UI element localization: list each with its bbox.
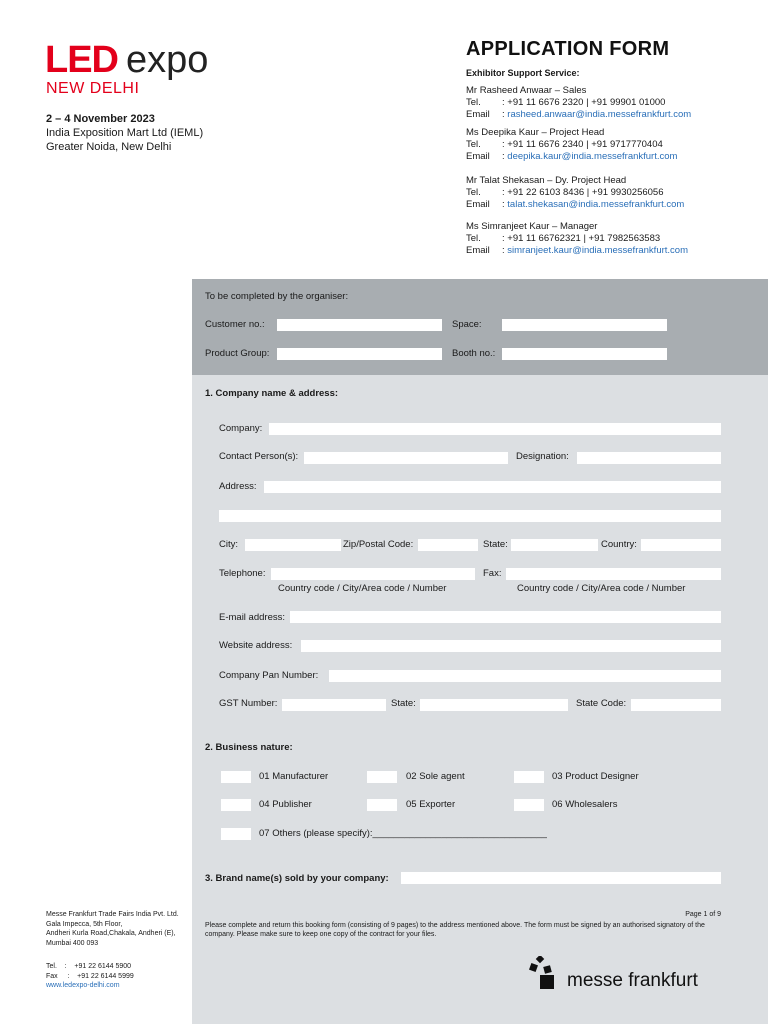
gst-state-label: State: bbox=[391, 698, 416, 709]
organiser-heading: To be completed by the organiser: bbox=[205, 291, 349, 302]
contact-name: Ms Simranjeet Kaur – Manager bbox=[466, 221, 598, 232]
state-code-label: State Code: bbox=[576, 698, 627, 709]
logo-led-text: LED bbox=[45, 39, 118, 81]
state-code-field[interactable] bbox=[631, 699, 721, 711]
space-field[interactable] bbox=[502, 319, 667, 331]
address-label: Address: bbox=[219, 481, 257, 492]
checkbox-exporter[interactable] bbox=[367, 799, 397, 811]
gst-field[interactable] bbox=[282, 699, 386, 711]
telephone-field[interactable] bbox=[271, 568, 475, 580]
footer-tel: Tel. : +91 22 6144 5900 bbox=[46, 963, 132, 970]
footer-contact bbox=[46, 962, 134, 991]
event-dates: 2 – 4 November 2023 bbox=[46, 113, 155, 125]
contact-tel: : +91 11 6676 2320 | +91 99901 01000 bbox=[502, 97, 666, 108]
tel-label: Tel. bbox=[466, 97, 481, 108]
footer-website-link[interactable]: www.ledexpo-delhi.com bbox=[46, 982, 120, 989]
checkbox-sole-agent[interactable] bbox=[367, 771, 397, 783]
contact-name: Mr Talat Shekasan – Dy. Project Head bbox=[466, 175, 627, 186]
contact-person-field[interactable] bbox=[304, 452, 508, 464]
support-title: Exhibitor Support Service: bbox=[466, 68, 580, 78]
contact-tel: : +91 22 6103 8436 | +91 9930256056 bbox=[502, 187, 664, 198]
city-label: City: bbox=[219, 539, 238, 550]
pan-label: Company Pan Number: bbox=[219, 670, 319, 681]
option-manufacturer: 01 Manufacturer bbox=[259, 771, 329, 782]
fax-field[interactable] bbox=[506, 568, 721, 580]
email-label: Email bbox=[466, 199, 490, 210]
option-others[interactable]: 07 Others (please specify):_________________________________ bbox=[259, 828, 547, 839]
city-field[interactable] bbox=[245, 539, 341, 551]
designation-label: Designation: bbox=[516, 451, 569, 462]
tel-label: Tel. bbox=[466, 233, 481, 244]
event-info bbox=[46, 112, 203, 154]
product-group-field[interactable] bbox=[277, 348, 442, 360]
company-field[interactable] bbox=[269, 423, 721, 435]
section2-heading: 2. Business nature: bbox=[205, 742, 293, 753]
country-field[interactable] bbox=[641, 539, 721, 551]
gst-label: GST Number: bbox=[219, 698, 278, 709]
option-wholesalers: 06 Wholesalers bbox=[552, 799, 618, 810]
fax-label: Fax: bbox=[483, 568, 502, 579]
checkbox-manufacturer[interactable] bbox=[221, 771, 251, 783]
checkbox-wholesalers[interactable] bbox=[514, 799, 544, 811]
telephone-format-hint: Country code / City/Area code / Number bbox=[278, 583, 447, 594]
contact-block: Ms Simranjeet Kaur – Manager Tel. : +91 11 66762321 | +91 7982563583 Email : simranjeet.kaur@india.messefrankfurt.com bbox=[466, 221, 688, 256]
booth-no-label: Booth no.: bbox=[452, 348, 496, 359]
country-label: Country: bbox=[601, 539, 637, 550]
section1-heading: 1. Company name & address: bbox=[205, 388, 339, 399]
zip-label: Zip/Postal Code: bbox=[343, 539, 414, 550]
page-number: Page 1 of 9 bbox=[685, 911, 721, 918]
section3-heading: 3. Brand name(s) sold by your company: bbox=[205, 873, 389, 884]
email-label: Email bbox=[466, 151, 490, 162]
option-exporter: 05 Exporter bbox=[406, 799, 456, 810]
led-expo-logo bbox=[45, 40, 208, 80]
contact-name: Mr Rasheed Anwaar – Sales bbox=[466, 85, 587, 96]
footer-address-line: Mumbai 400 093 bbox=[46, 939, 99, 947]
event-venue: India Exposition Mart Ltd (IEML) bbox=[46, 127, 204, 139]
contact-email-link[interactable]: deepika.kaur@india.messefrankfurt.com bbox=[507, 151, 678, 162]
contact-block: Mr Talat Shekasan – Dy. Project Head Tel. : +91 22 6103 8436 | +91 9930256056 Email : talat.shekasan@india.messefrankfurt.com bbox=[466, 175, 685, 210]
website-label: Website address: bbox=[219, 640, 293, 651]
option-publisher: 04 Publisher bbox=[259, 799, 312, 810]
gst-state-field[interactable] bbox=[420, 699, 568, 711]
checkbox-product-designer[interactable] bbox=[514, 771, 544, 783]
checkbox-publisher[interactable] bbox=[221, 799, 251, 811]
space-label: Space: bbox=[452, 319, 482, 330]
contact-email-link[interactable]: simranjeet.kaur@india.messefrankfurt.com bbox=[507, 245, 688, 256]
contact-email-link[interactable]: talat.shekasan@india.messefrankfurt.com bbox=[507, 199, 685, 210]
booth-no-field[interactable] bbox=[502, 348, 667, 360]
footer-address-line: Andheri Kurla Road,Chakala, Andheri (E), bbox=[46, 930, 176, 937]
contact-block: Mr Rasheed Anwaar – Sales Tel. : +91 11 6676 2320 | +91 99901 01000 Email : rasheed.anwaar@india.messefrankfurt.com bbox=[466, 85, 692, 120]
state-field[interactable] bbox=[511, 539, 598, 551]
event-location: Greater Noida, New Delhi bbox=[46, 141, 172, 153]
email-label: Email bbox=[466, 245, 490, 256]
address-field-line1[interactable] bbox=[264, 481, 721, 493]
email-label: E-mail address: bbox=[219, 612, 285, 623]
page-title: APPLICATION FORM bbox=[466, 38, 670, 60]
option-sole-agent: 02 Sole agent bbox=[406, 771, 465, 782]
logo-expo-text: expo bbox=[126, 39, 209, 81]
contact-name: Ms Deepika Kaur – Project Head bbox=[466, 127, 605, 138]
company-label: Company: bbox=[219, 423, 263, 434]
designation-field[interactable] bbox=[577, 452, 721, 464]
brand-names-field[interactable] bbox=[401, 872, 721, 884]
fax-format-hint: Country code / City/Area code / Number bbox=[517, 583, 686, 594]
tel-label: Tel. bbox=[466, 187, 481, 198]
state-label: State: bbox=[483, 539, 508, 550]
zip-field[interactable] bbox=[418, 539, 478, 551]
footer-fax: Fax : +91 22 6144 5999 bbox=[46, 972, 134, 980]
option-product-designer: 03 Product Designer bbox=[552, 771, 639, 782]
customer-no-label: Customer no.: bbox=[205, 319, 265, 330]
product-group-label: Product Group: bbox=[205, 348, 270, 359]
customer-no-field[interactable] bbox=[277, 319, 442, 331]
checkbox-others[interactable] bbox=[221, 828, 251, 840]
contact-tel: : +91 11 66762321 | +91 7982563583 bbox=[502, 233, 661, 244]
telephone-label: Telephone: bbox=[219, 568, 266, 579]
messe-frankfurt-logo-icon bbox=[528, 956, 556, 992]
email-field[interactable] bbox=[290, 611, 721, 623]
contact-tel: : +91 11 6676 2340 | +91 9717770404 bbox=[502, 139, 663, 150]
messe-frankfurt-wordmark: messe frankfurt bbox=[567, 970, 698, 991]
contact-block: Ms Deepika Kaur – Project Head Tel. : +91 11 6676 2340 | +91 9717770404 Email : deepika.kaur@india.messefrankfurt.com bbox=[466, 127, 678, 162]
address-field-line2[interactable] bbox=[219, 510, 721, 522]
website-field[interactable] bbox=[301, 640, 721, 652]
footer-company: Messe Frankfurt Trade Fairs India Pvt. Ltd. bbox=[46, 911, 179, 918]
footer-note: Please complete and return this booking form (consisting of 9 pages) to the address mentioned above. The form must be signed by an authorised signatory of the company. Please make sure to keep one copy of the contract for your files. bbox=[205, 922, 705, 938]
contact-person-label: Contact Person(s): bbox=[219, 451, 299, 462]
footer-address-line: Gala Impecca, 5th Floor, bbox=[46, 920, 123, 928]
email-label: Email bbox=[466, 109, 490, 120]
tel-label: Tel. bbox=[466, 139, 481, 150]
contact-email-link[interactable]: rasheed.anwaar@india.messefrankfurt.com bbox=[507, 109, 692, 120]
footer-address bbox=[46, 910, 179, 948]
logo-city: NEW DELHI bbox=[46, 80, 140, 97]
pan-field[interactable] bbox=[329, 670, 721, 682]
